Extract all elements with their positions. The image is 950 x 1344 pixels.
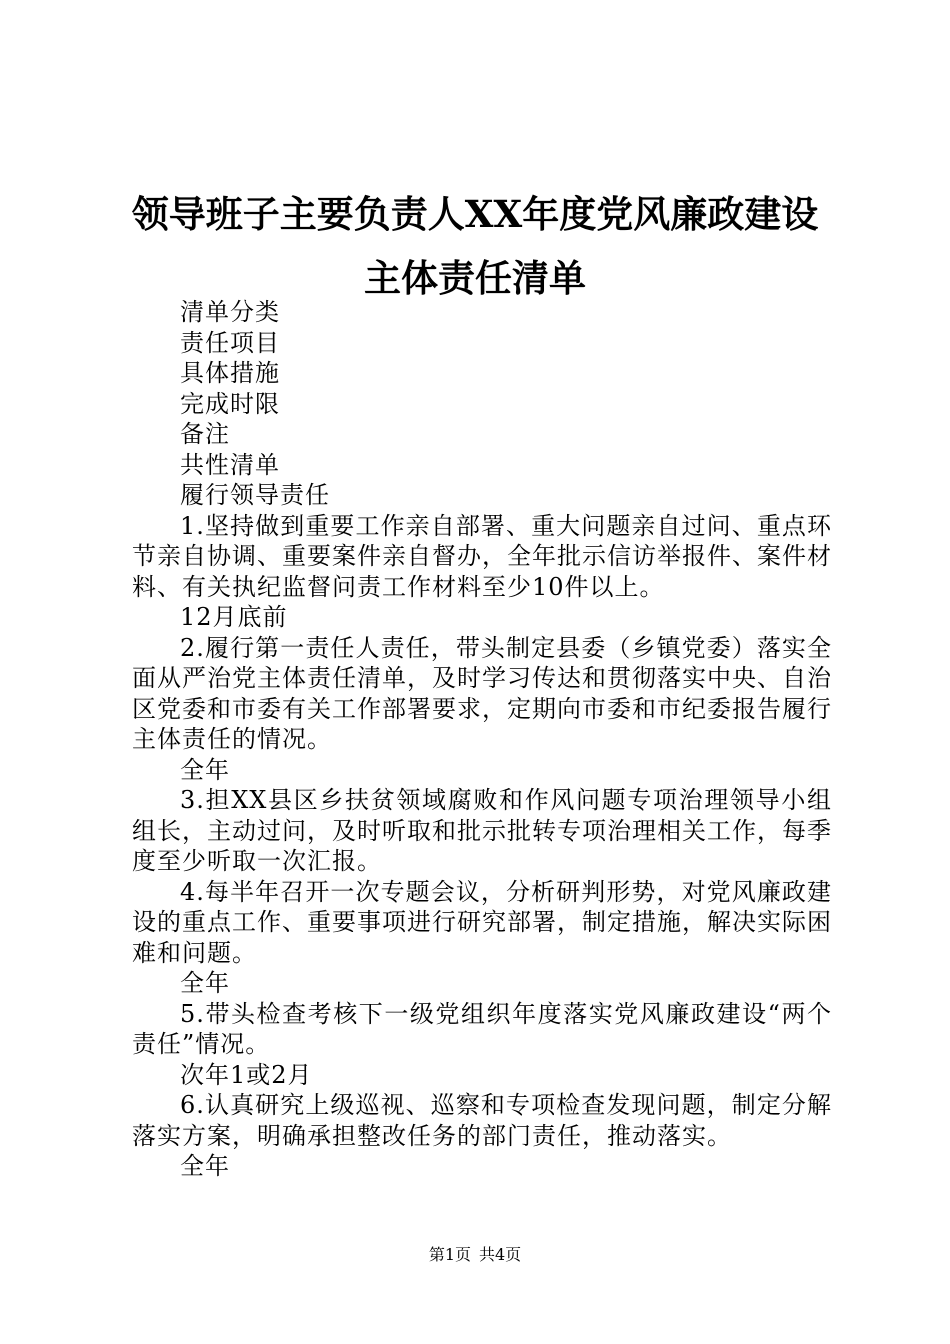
paragraph: 6.认真研究上级巡视、巡察和专项检查发现问题，制定分解落实方案，明确承担整改任务的部门责任，推动落实。 [132, 1091, 832, 1150]
paragraph: 12月底前 [180, 603, 288, 631]
paragraph: 全年 [180, 969, 230, 997]
paragraph: 次年1或2月 [180, 1060, 313, 1089]
paragraph: 共性清单 [180, 450, 280, 479]
page-footer [0, 1243, 950, 1267]
page-number: 第1页 [428, 1245, 471, 1264]
paragraph: 全年 [180, 1152, 230, 1180]
document-body [132, 297, 832, 1182]
paragraph: 1.坚持做到重要工作亲自部署、重大问题亲自过问、重点环节亲自协调、重要案件亲自督办，全年批示信访举报件、案件材料、有关执纪监督问责工作材料至少10件以上。 [132, 511, 832, 601]
paragraph: 全年 [180, 755, 230, 784]
paragraph: 履行领导责任 [180, 481, 330, 509]
paragraph: 备注 [180, 420, 230, 448]
paragraph: 清单分类 [180, 298, 280, 326]
paragraph: 具体措施 [180, 359, 280, 387]
page-total: 共4页 [479, 1245, 522, 1264]
paragraph: 5.带头检查考核下一级党组织年度落实党风廉政建设“两个责任”情况。 [132, 999, 832, 1058]
page-title: 领导班子主要负责人XX年度党风廉政建设主体责任清单 [131, 192, 819, 300]
paragraph: 2.履行第一责任人责任，带头制定县委（乡镇党委）落实全面从严治党主体责任清单，及时学习传达和贯彻落实中央、自治区党委和市委有关工作部署要求，定期向市委和市纪委报告履行主体责任的情况。 [132, 633, 832, 753]
paragraph: 责任项目 [180, 328, 280, 357]
paragraph: 完成时限 [180, 389, 280, 418]
paragraph: 4.每半年召开一次专题会议，分析研判形势，对党风廉政建设的重点工作、重要事项进行研究部署，制定措施，解决实际困难和问题。 [132, 877, 832, 967]
paragraph: 3.担XX县区乡扶贫领域腐败和作风问题专项治理领导小组组长，主动过问，及时听取和批示批转专项治理相关工作，每季度至少听取一次汇报。 [132, 786, 832, 875]
